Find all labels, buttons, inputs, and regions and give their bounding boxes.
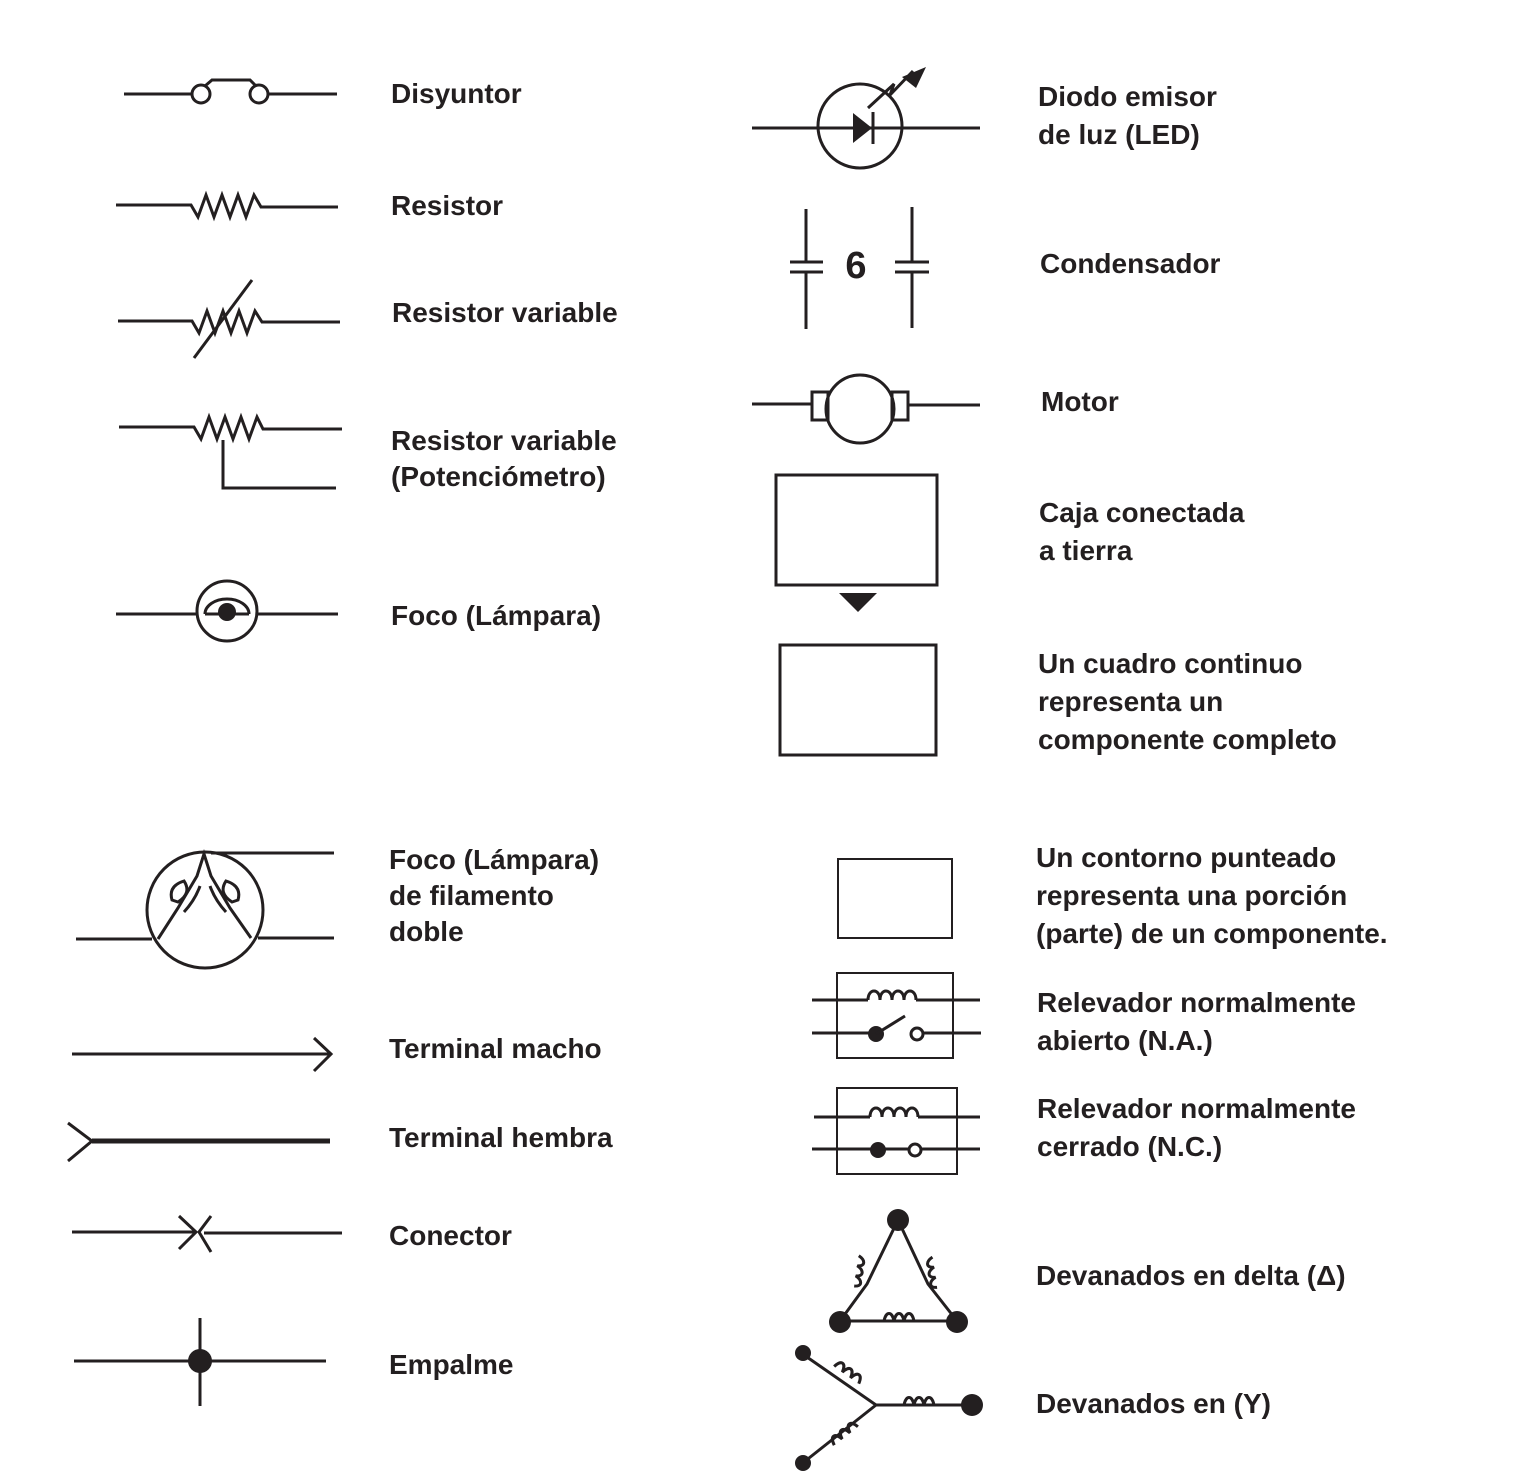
label-motor: Motor <box>1041 386 1119 417</box>
breaker-icon <box>124 80 337 103</box>
dotted-box-icon <box>838 859 952 938</box>
delta-winding-icon <box>829 1209 968 1333</box>
led-icon <box>752 67 980 168</box>
relay-no-icon <box>812 973 981 1058</box>
capacitor-glyph: 6 <box>845 245 867 287</box>
label-led: Diodo emisor de luz (LED) <box>1038 81 1217 150</box>
label-foco: Foco (Lámpara) <box>391 600 602 631</box>
male-terminal-icon <box>72 1038 331 1071</box>
potentiometer-icon <box>119 417 342 488</box>
solid-box-icon <box>780 645 936 755</box>
variable-resistor-icon <box>118 280 340 358</box>
label-foco-doble: Foco (Lámpara) de filamento doble <box>389 844 600 947</box>
label-potenciometro: Resistor variable (Potenciómetro) <box>391 425 617 492</box>
motor-icon <box>752 375 980 443</box>
label-conector: Conector <box>389 1220 512 1251</box>
wye-winding-icon <box>795 1345 983 1471</box>
label-resistor-variable: Resistor variable <box>392 297 618 328</box>
female-terminal-icon <box>68 1123 330 1161</box>
label-terminal-macho: Terminal macho <box>389 1033 602 1064</box>
label-caja-tierra: Caja conectada a tierra <box>1039 497 1245 566</box>
lamp-icon <box>116 581 338 641</box>
label-delta: Devanados en delta (Δ) <box>1036 1260 1346 1291</box>
label-cuadro-continuo: Un cuadro continuo representa un componente completo <box>1038 648 1337 755</box>
label-resistor: Resistor <box>391 190 504 221</box>
splice-icon <box>74 1318 326 1406</box>
dual-filament-lamp-icon <box>76 852 334 968</box>
connector-icon <box>72 1216 342 1252</box>
label-condensador: Condensador <box>1040 248 1221 279</box>
label-relevador-na: Relevador normalmente abierto (N.A.) <box>1037 987 1356 1056</box>
grounded-box-icon <box>776 475 937 612</box>
resistor-icon <box>116 195 338 217</box>
label-terminal-hembra: Terminal hembra <box>389 1122 613 1153</box>
label-disyuntor: Disyuntor <box>391 78 522 109</box>
label-relevador-nc: Relevador normalmente cerrado (N.C.) <box>1037 1093 1356 1162</box>
label-empalme: Empalme <box>389 1349 514 1380</box>
label-estrella: Devanados en (Y) <box>1036 1388 1271 1419</box>
relay-nc-icon <box>812 1088 980 1174</box>
label-contorno-punteado: Un contorno punteado representa una porción (parte) de un componente. <box>1036 842 1388 949</box>
